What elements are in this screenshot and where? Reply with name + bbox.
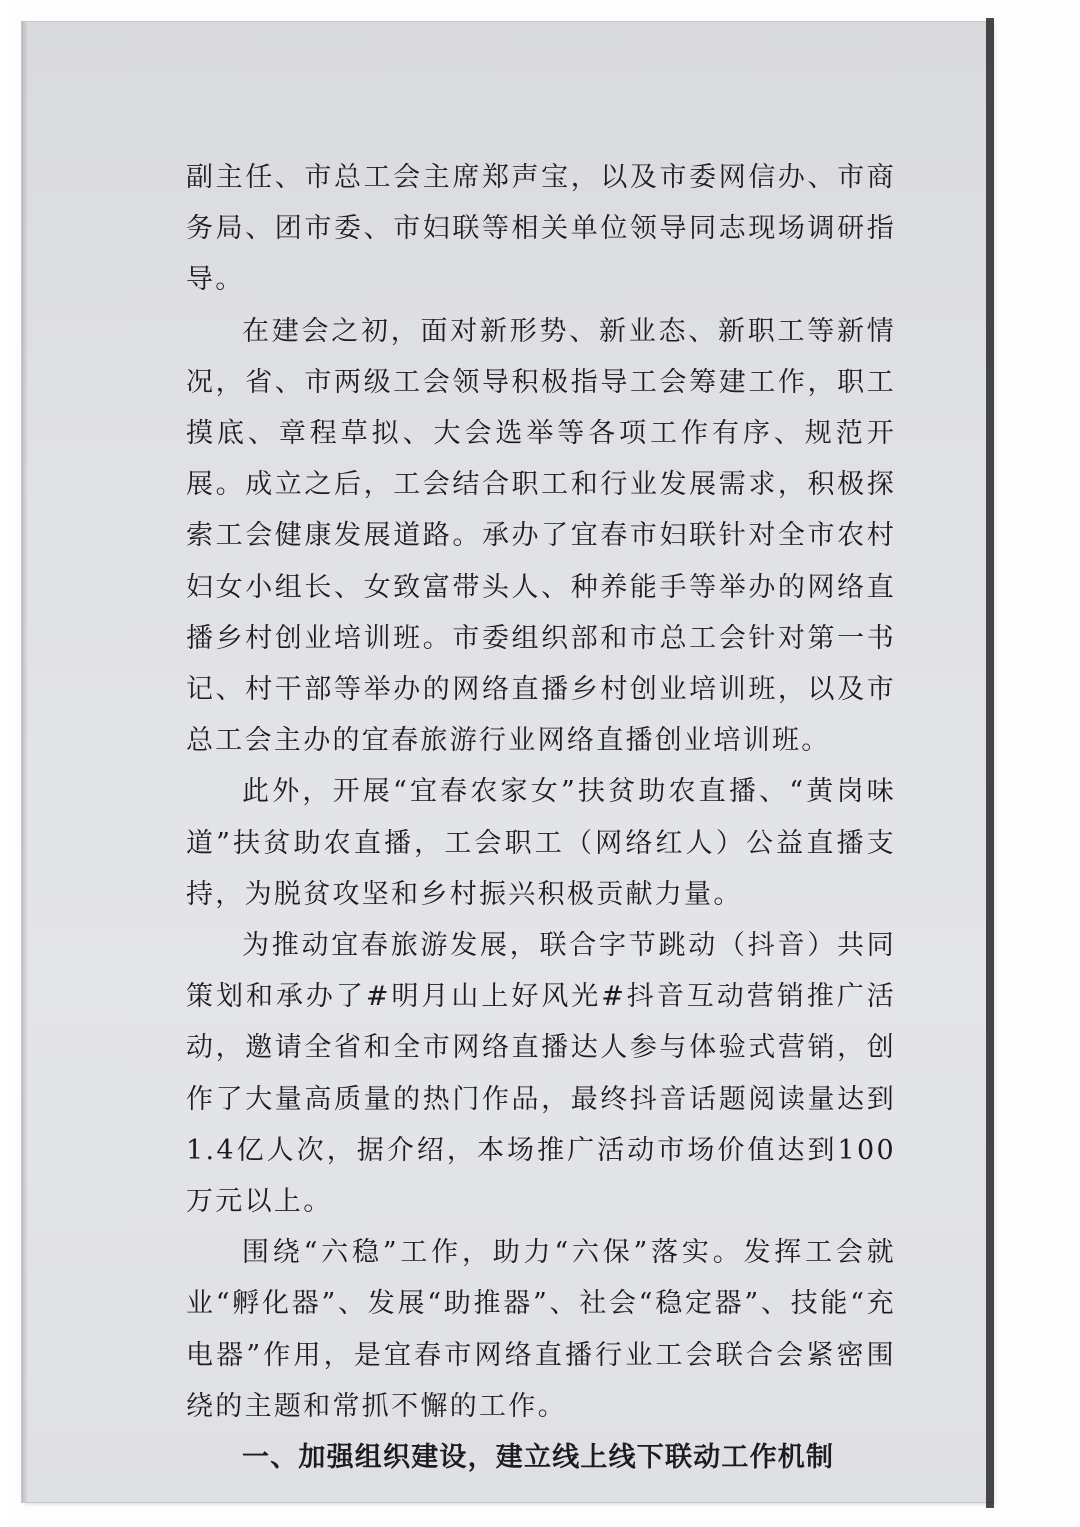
paragraph-six-stability: 围绕“六稳”工作，助力“六保”落实。发挥工会就业“孵化器”、发展“助推器”、社会“稳定器”、技能“充电器”作用，是宜春市网络直播行业工会联合会紧密围绕的主题和常抓不懈的工作。: [186, 1237, 896, 1422]
paragraph-continuation: 副主任、市总工会主席郑声宝，以及市委网信办、市商务局、团市委、市妇联等相关单位领导同志现场调研指导。: [186, 162, 896, 296]
paper-shadow-left: [22, 22, 28, 1502]
paragraph-tourism-campaign: 为推动宜春旅游发展，联合字节跳动（抖音）共同策划和承办了#明月山上好风光#抖音互动营销推广活动，邀请全省和全市网络直播达人参与体验式营销，创作了大量高质量的热门作品，最终抖音话题阅读量达到1.4亿人次，据介绍，本场推广活动市场价值达到100万元以上。: [186, 930, 896, 1218]
paragraph-poverty-livestream: 此外，开展“宜春农家女”扶贫助农直播、“黄岗味道”扶贫助农直播，工会职工（网络红人）公益直播支持，为脱贫攻坚和乡村振兴积极贡献力量。: [186, 776, 896, 910]
document-body: [186, 152, 896, 1483]
paper-edge-right: [986, 18, 994, 1508]
section-heading: 一、加强组织建设，建立线上线下联动工作机制: [242, 1442, 835, 1474]
paragraph-founding: 在建会之初，面对新形势、新业态、新职工等新情况，省、市两级工会领导积极指导工会筹建工作，职工摸底、章程草拟、大会选举等各项工作有序、规范开展。成立之后，工会结合职工和行业发展需求，积极探索工会健康发展道路。承办了宜春市妇联针对全市农村妇女小组长、女致富带头人、种养能手等举办的网络直播乡村创业培训班。市委组织部和市总工会针对第一书记、村干部等举办的网络直播乡村创业培训班，以及市总工会主办的宜春旅游行业网络直播创业培训班。: [186, 315, 896, 757]
